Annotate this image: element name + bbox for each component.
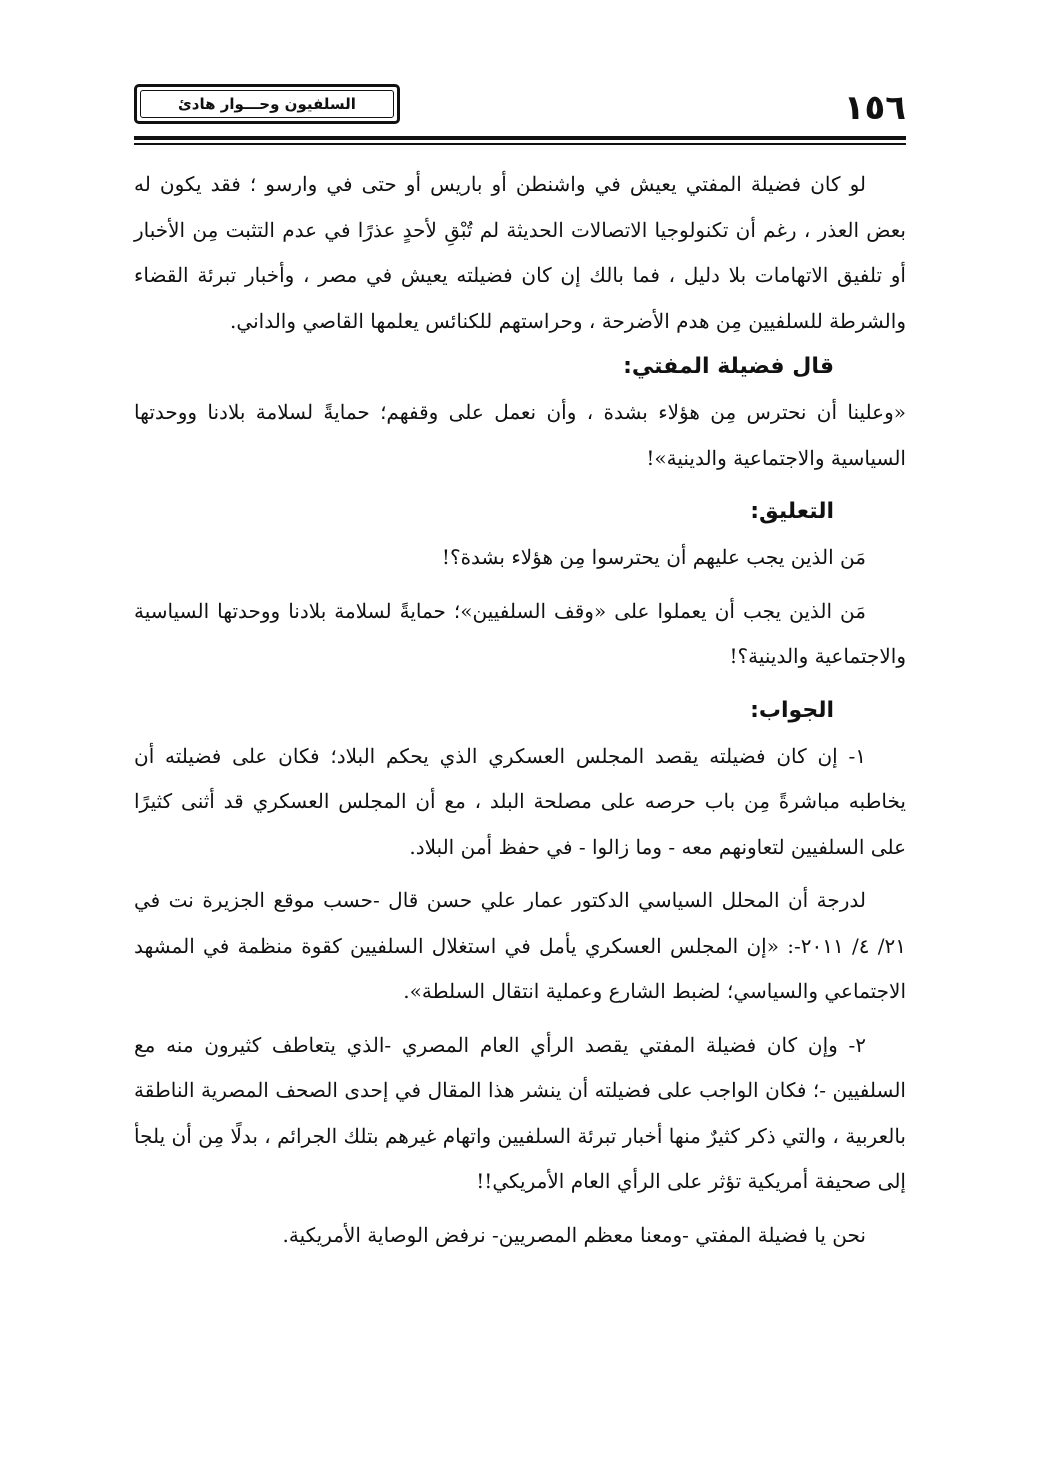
question-1: مَن الذين يجب عليهم أن يحترسوا مِن هؤلاء بشدة؟! [441, 545, 866, 569]
answer-1: ١- إن كان فضيلته يقصد المجلس العسكري الذي يحكم البلاد؛ فكان على فضيلته أن يخاطبه مباشرةً مِن باب حرصه على مصلحة البلد ، مع أن المجلس العسكري قد أثنى كثيرًا على السلفيين لتعاونهم معه - وما زالوا - في حفظ أمن البلاد. [134, 743, 906, 859]
heading-answer: الجواب: [750, 697, 834, 723]
page-body [134, 162, 906, 1258]
heading-mufti-said: قال فضيلة المفتي: [623, 354, 834, 379]
answer-2: ٢- وإن كان فضيلة المفتي يقصد الرأي العام المصري -الذي يتعاطف كثيرون منه مع السلفيين -؛ فكان الواجب على فضيلته أن ينشر هذا المقال في إحدى الصحف المصرية الناطقة بالعربية ، والتي ذكر كثيرٌ منها أخبار تبرئة السلفيين واتهام غيرهم بتلك الجرائم ، بدلًا مِن أن يلجأ إلى صحيفة أمريكية تؤثر على الرأي العام الأمريكي!! [134, 1032, 906, 1193]
question-2: مَن الذين يجب أن يعملوا على «وقف السلفيين»؛ حمايةً لسلامة بلادنا ووحدتها السياسية والاجتماعية والدينية؟! [134, 598, 906, 668]
page-number: ١٥٦ [843, 88, 906, 128]
mufti-quote: «وعلينا أن نحترس مِن هؤلاء بشدة ، وأن نعمل على وقفهم؛ حمايةً لسلامة بلادنا ووحدتها السياسية والاجتماعية والدينية»! [134, 400, 906, 470]
header-rule-thick [134, 136, 906, 140]
header-rule-thin [134, 143, 906, 145]
book-title-frame [134, 84, 400, 124]
answer-1-continued: لدرجة أن المحلل السياسي الدكتور عمار علي حسن قال -حسب موقع الجزيرة نت في ٢١/ ٤/ ٢٠١١-: «إن المجلس العسكري يأمل في استغلال السلفيين كقوة منظمة في المشهد الاجتماعي والسياسي؛ لضبط الشارع وعملية انتقال السلطة». [134, 888, 906, 1003]
page-header [134, 84, 906, 146]
paragraph-intro: لو كان فضيلة المفتي يعيش في واشنطن أو باريس أو حتى في وارسو ؛ فقد يكون له بعض العذر ، رغم أن تكنولوجيا الاتصالات الحديثة لم تُبْقِ لأحدٍ عذرًا في عدم التثبت مِن الأخبار أو تلفيق الاتهامات بلا دليل ، فما بالك إن كان فضيلته يعيش في مصر ، وأخبار تبرئة القضاء والشرطة للسلفيين مِن هدم الأضرحة ، وحراستهم للكنائس يعلمها القاصي والداني. [134, 172, 906, 333]
heading-comment: التعليق: [750, 499, 834, 524]
closing-line: نحن يا فضيلة المفتي -ومعنا معظم المصريين- نرفض الوصاية الأمريكية. [282, 1222, 866, 1247]
book-title: السلفيون وحـــوار هادئ [140, 90, 394, 118]
